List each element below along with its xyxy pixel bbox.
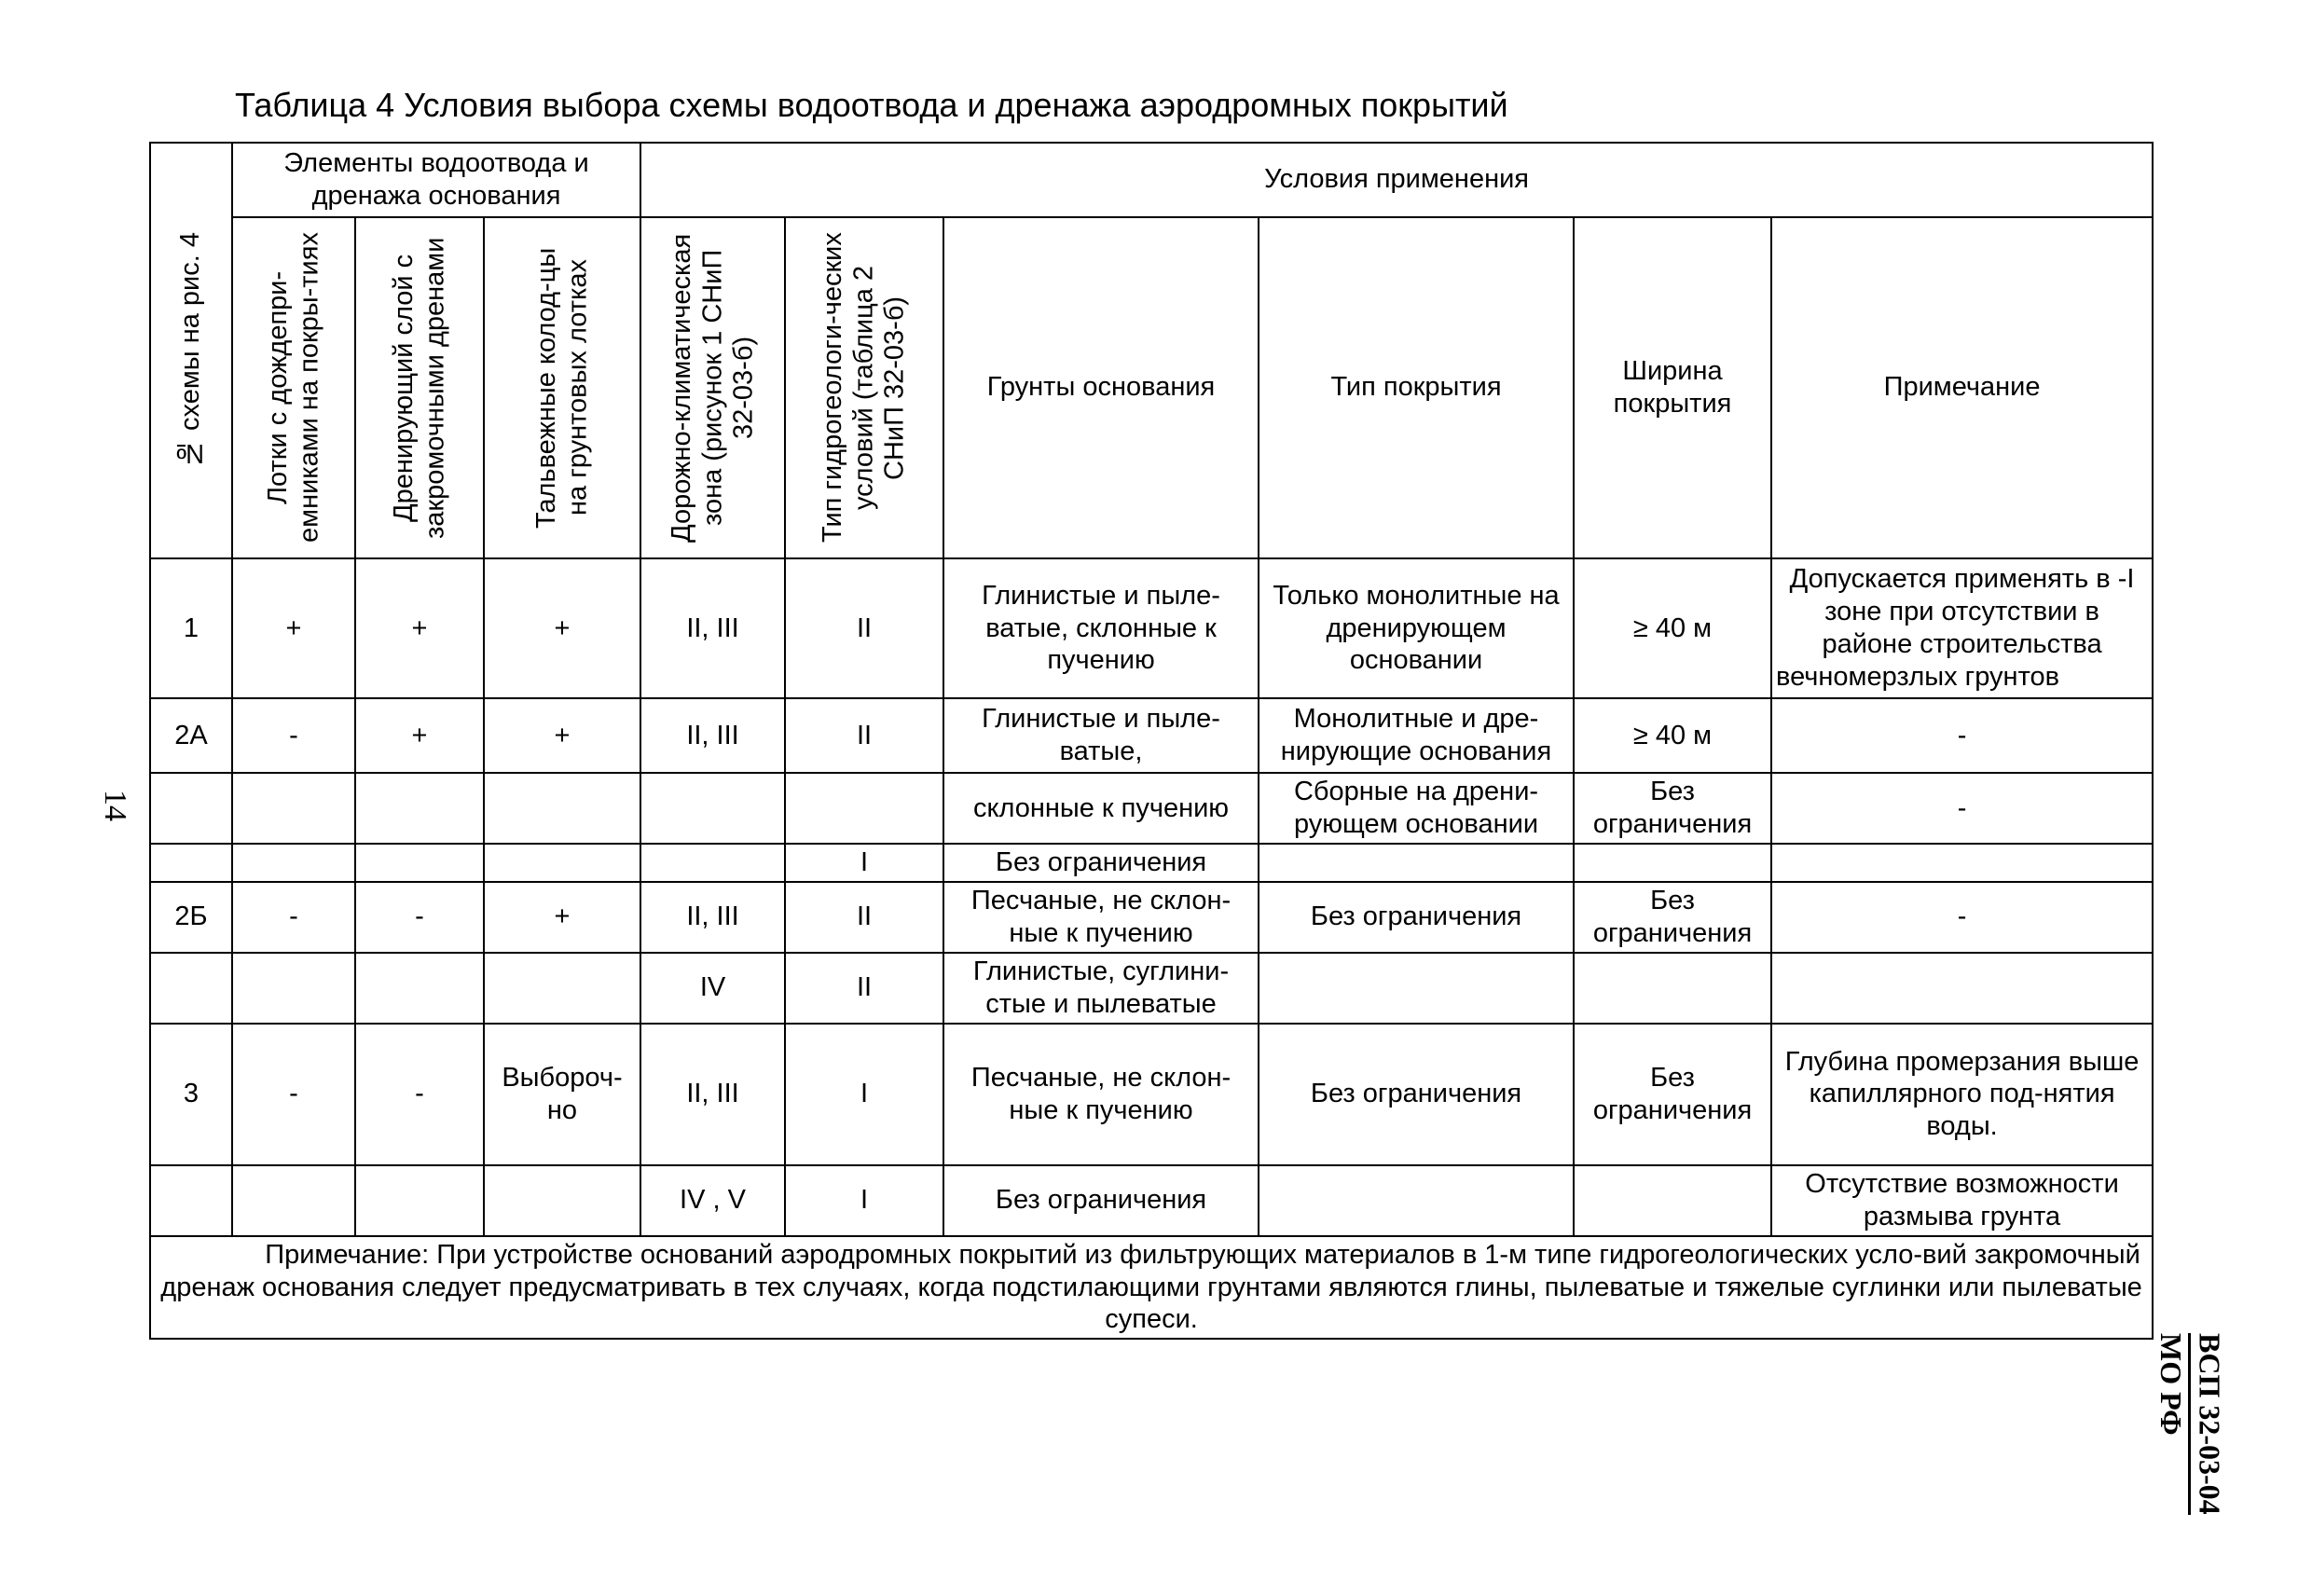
- cell-hydro: II: [785, 882, 943, 953]
- cell-zone: II, III: [640, 558, 785, 698]
- header-conditions-group: Условия применения: [640, 143, 2153, 217]
- header-wells: Тальвежные колод-цы на грунтовых лотках: [484, 217, 640, 558]
- cell-scheme: [150, 1165, 232, 1236]
- cell-soils: Без ограничения: [943, 1165, 1259, 1236]
- cell-scheme: [150, 773, 232, 844]
- header-coating: Тип покрытия: [1259, 217, 1574, 558]
- cell-wells: [484, 844, 640, 882]
- table-row: [150, 698, 2153, 773]
- cell-trays: [232, 844, 355, 882]
- cell-note: Отсутствие возможности размыва грунта: [1771, 1165, 2153, 1236]
- cell-note: Глубина промерзания выше капиллярного под-нятия воды.: [1771, 1024, 2153, 1165]
- cell-wells: [484, 1165, 640, 1236]
- header-scheme-no: № схемы на рис. 4: [150, 143, 232, 558]
- table-row: [150, 773, 2153, 844]
- cell-wells: +: [484, 558, 640, 698]
- cell-coating: [1259, 1165, 1574, 1236]
- cell-soils: Глинистые и пыле-ватые, склонные к пучению: [943, 558, 1259, 698]
- header-soils: Грунты основания: [943, 217, 1259, 558]
- cell-soils: Песчаные, не склон-ные к пучению: [943, 882, 1259, 953]
- table-footnote: Примечание: При устройстве оснований аэродромных покрытий из фильтрующих материалов в 1-м типе гидрогеологических усло-вий закромочный дренаж основания следует предусматривать в тех случаях, когда подстилающими грунтами являются глины, пылеватые и тяжелые суглинки или пылеватые супеси.: [150, 1236, 2153, 1339]
- header-hydro: Тип гидрогеологи-ческих условий (таблица 2 СНиП 32-03-б): [785, 217, 943, 558]
- cell-hydro: I: [785, 1024, 943, 1165]
- table-title: Таблица 4 Условия выбора схемы водоотвода и дренажа аэродромных покрытий: [235, 86, 1508, 124]
- cell-trays: -: [232, 698, 355, 773]
- cell-scheme: 3: [150, 1024, 232, 1165]
- table-row: [150, 558, 2153, 698]
- cell-width: [1574, 1165, 1771, 1236]
- cell-coating: Только монолитные на дренирующем основании: [1259, 558, 1574, 698]
- cell-trays: -: [232, 882, 355, 953]
- cell-zone: IV: [640, 953, 785, 1024]
- document-code-line1: ВСП 32-03-04: [2188, 1333, 2227, 1515]
- cell-drain: [355, 844, 484, 882]
- cell-zone: II, III: [640, 1024, 785, 1165]
- cell-trays: +: [232, 558, 355, 698]
- header-elements-group: Элементы водоотвода и дренажа основания: [232, 143, 640, 217]
- cell-scheme: [150, 953, 232, 1024]
- cell-width: Без ограничения: [1574, 1024, 1771, 1165]
- cell-note: -: [1771, 773, 2153, 844]
- cell-scheme: [150, 844, 232, 882]
- header-note: Примечание: [1771, 217, 2153, 558]
- cell-trays: [232, 1165, 355, 1236]
- cell-drain: [355, 953, 484, 1024]
- cell-wells: +: [484, 882, 640, 953]
- cell-hydro: II: [785, 698, 943, 773]
- cell-zone: II, III: [640, 882, 785, 953]
- cell-coating: Сборные на дрени-рующем основании: [1259, 773, 1574, 844]
- cell-zone: [640, 773, 785, 844]
- cell-coating: [1259, 844, 1574, 882]
- cell-hydro: II: [785, 953, 943, 1024]
- cell-scheme: 2А: [150, 698, 232, 773]
- cell-drain: -: [355, 882, 484, 953]
- cell-hydro: II: [785, 558, 943, 698]
- cell-drain: [355, 773, 484, 844]
- cell-wells: +: [484, 698, 640, 773]
- table-row: [150, 844, 2153, 882]
- cell-coating: Монолитные и дре-нирующие основания: [1259, 698, 1574, 773]
- cell-soils: Глинистые, суглини-стые и пылеватые: [943, 953, 1259, 1024]
- cell-width: Без ограничения: [1574, 773, 1771, 844]
- cell-soils: Песчаные, не склон-ные к пучению: [943, 1024, 1259, 1165]
- cell-hydro: [785, 773, 943, 844]
- cell-zone: IV , V: [640, 1165, 785, 1236]
- cell-wells: [484, 953, 640, 1024]
- cell-hydro: I: [785, 1165, 943, 1236]
- cell-scheme: 1: [150, 558, 232, 698]
- cell-zone: [640, 844, 785, 882]
- cell-wells: [484, 773, 640, 844]
- header-width: Ширина покрытия: [1574, 217, 1771, 558]
- cell-drain: -: [355, 1024, 484, 1165]
- cell-note: -: [1771, 882, 2153, 953]
- cell-trays: -: [232, 1024, 355, 1165]
- cell-width: [1574, 844, 1771, 882]
- document-code: [2154, 1333, 2227, 1515]
- document-code-line2: МО РФ: [2154, 1333, 2188, 1436]
- cell-coating: Без ограничения: [1259, 1024, 1574, 1165]
- cell-soils: Без ограничения: [943, 844, 1259, 882]
- cell-width: ≥ 40 м: [1574, 558, 1771, 698]
- table-row: [150, 953, 2153, 1024]
- cell-drain: +: [355, 558, 484, 698]
- cell-width: ≥ 40 м: [1574, 698, 1771, 773]
- cell-trays: [232, 773, 355, 844]
- cell-wells: Выбороч-но: [484, 1024, 640, 1165]
- cell-width: Без ограничения: [1574, 882, 1771, 953]
- cell-coating: Без ограничения: [1259, 882, 1574, 953]
- cell-drain: [355, 1165, 484, 1236]
- cell-zone: II, III: [640, 698, 785, 773]
- cell-hydro: I: [785, 844, 943, 882]
- table-row: [150, 882, 2153, 953]
- cell-width: [1574, 953, 1771, 1024]
- page-number: 14: [98, 790, 132, 821]
- table-row: [150, 1165, 2153, 1236]
- drainage-conditions-table: [149, 142, 2154, 1340]
- cell-soils: Глинистые и пыле-ватые,: [943, 698, 1259, 773]
- header-trays: Лотки с дождепри-емниками на покры-тиях: [232, 217, 355, 558]
- cell-note: [1771, 953, 2153, 1024]
- header-zone: Дорожно-климатическая зона (рисунок 1 СНиП 32-03-б): [640, 217, 785, 558]
- cell-soils: склонные к пучению: [943, 773, 1259, 844]
- cell-note: [1771, 844, 2153, 882]
- cell-trays: [232, 953, 355, 1024]
- cell-note: -: [1771, 698, 2153, 773]
- cell-scheme: 2Б: [150, 882, 232, 953]
- cell-drain: +: [355, 698, 484, 773]
- cell-coating: [1259, 953, 1574, 1024]
- cell-note: Допускается применять в -I зоне при отсутствии в районе строительства вечномерзлых грунтов: [1771, 558, 2153, 698]
- header-drain-layer: Дренирующий слой с закромочными дренами: [355, 217, 484, 558]
- table-row: [150, 1024, 2153, 1165]
